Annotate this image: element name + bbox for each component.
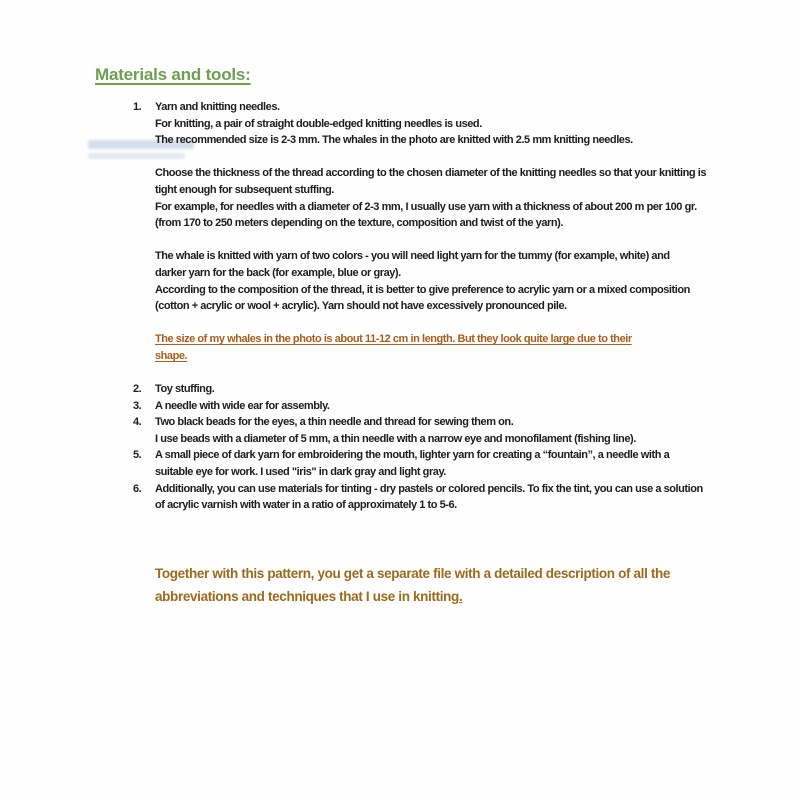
item-number: 4. — [133, 416, 142, 429]
text-line: For knitting, a pair of straight double-edged knitting needles is used. — [155, 117, 482, 130]
text-line: Together with this pattern, you get a separate file with a detailed description of all the — [155, 565, 671, 581]
text-line: Additionally, you can use materials for tinting - dry pastels or colored pencils. To fix the tint, you can use a solution — [155, 482, 703, 495]
text-line: darker yarn for the back (for example, blue or gray). — [155, 266, 401, 279]
text-line: According to the composition of the thread, it is better to give preference to acrylic yarn or a mixed composition — [155, 283, 690, 296]
item-number: 1. — [133, 101, 142, 113]
list-item — [95, 481, 775, 514]
highlight-paragraph — [155, 331, 775, 364]
text-line: The size of my whales in the photo is about 11-12 cm in length. But they look quite large due to their — [155, 333, 632, 346]
text-line: tight enough for subsequent stuffing. — [155, 183, 334, 196]
text-line: A needle with wide ear for assembly. — [155, 399, 330, 412]
materials-list — [95, 99, 775, 514]
item-body — [155, 99, 775, 365]
footer-note — [155, 562, 775, 608]
text-line: Choose the thickness of the thread according to the chosen diameter of the knitting needles so that your knitting is — [155, 167, 707, 180]
list-item — [95, 398, 775, 415]
text-line: of acrylic varnish with water in a ratio of approximately 1 to 5-6. — [155, 499, 457, 512]
text-line: Yarn and knitting needles. — [155, 101, 280, 113]
item-number: 2. — [133, 383, 142, 396]
item-body — [155, 381, 775, 398]
text-line: (from 170 to 250 meters depending on the texture, composition and twist of the yarn). — [155, 217, 563, 230]
item-body — [155, 447, 775, 480]
text-line: For example, for needles with a diameter of 2-3 mm, I usually use yarn with a thickness of about 200 m per 100 gr. — [155, 200, 697, 213]
section-heading: Materials and tools: — [95, 65, 251, 84]
paragraph — [155, 165, 775, 231]
footer-underlined-end: . — [458, 588, 463, 604]
list-item — [95, 447, 775, 480]
text-line — [155, 585, 775, 608]
item-body — [155, 398, 775, 415]
item-number: 6. — [133, 482, 142, 495]
footer-text: abbreviations and techniques that I use in knitting — [155, 588, 459, 604]
item-number: 3. — [133, 399, 142, 412]
text-line: The whale is knitted with yarn of two colors - you will need light yarn for the tummy (for example, white) and — [155, 250, 670, 263]
list-item — [95, 414, 775, 447]
paragraph — [155, 99, 775, 149]
item-body — [155, 414, 775, 447]
item-body — [155, 481, 775, 514]
text-line: Toy stuffing. — [155, 383, 215, 396]
paragraph — [155, 248, 775, 314]
text-line: The recommended size is 2-3 mm. The whales in the photo are knitted with 2.5 mm knitting needles. — [155, 134, 633, 147]
list-item — [95, 99, 775, 365]
text-line: A small piece of dark yarn for embroidering the mouth, lighter yarn for creating a “fountain”, a needle with a — [155, 449, 670, 462]
text-line: I use beads with a diameter of 5 mm, a thin needle with a narrow eye and monofilament (fishing line). — [155, 432, 636, 445]
text-line: Two black beads for the eyes, a thin needle and thread for sewing them on. — [155, 416, 514, 429]
text-line: suitable eye for work. I used "iris" in dark gray and light gray. — [155, 466, 446, 479]
list-item — [95, 381, 775, 398]
document-content — [95, 64, 775, 608]
text-line: shape. — [155, 349, 188, 362]
text-line: (cotton + acrylic or wool + acrylic). Yarn should not have excessively pronounced pile. — [155, 300, 567, 313]
item-number: 5. — [133, 449, 142, 462]
